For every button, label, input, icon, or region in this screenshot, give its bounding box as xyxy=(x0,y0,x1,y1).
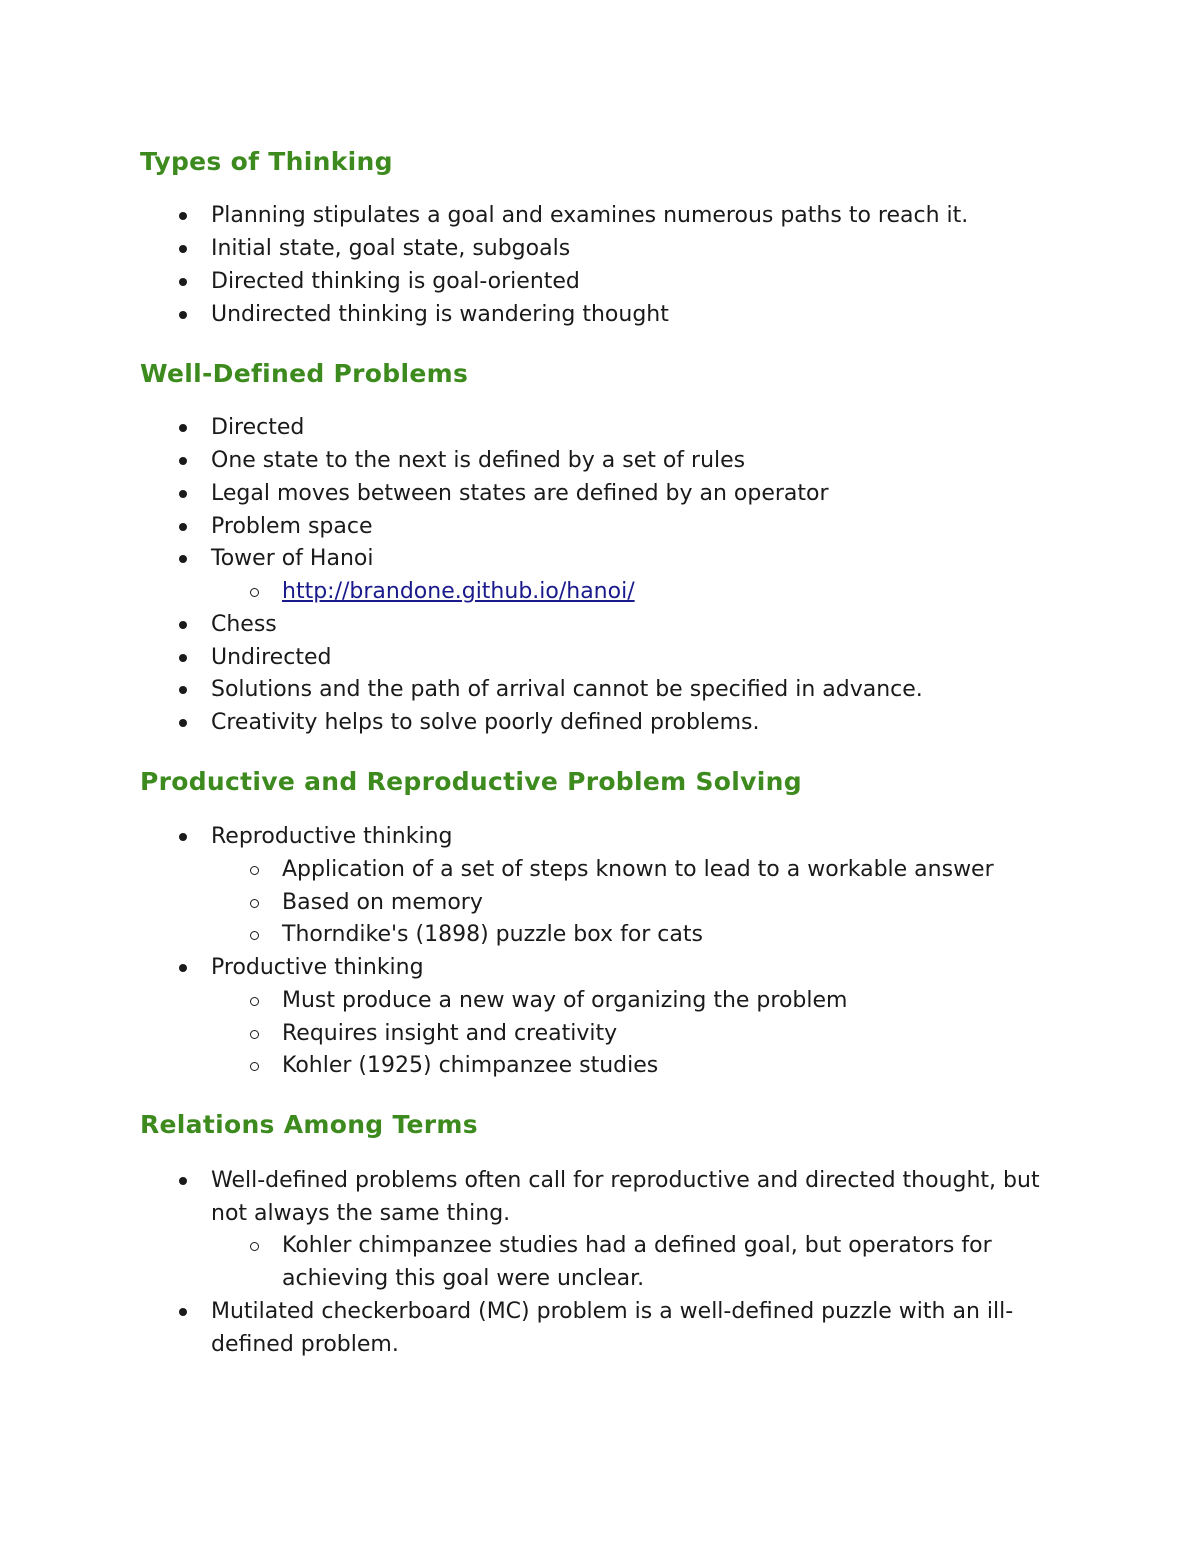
bullet-icon xyxy=(179,964,187,972)
list-item: Mutilated checkerboard (MC) problem is a well-defined puzzle with an ill- xyxy=(211,1299,1014,1324)
bullet-icon xyxy=(179,1308,187,1316)
list-item: Creativity helps to solve poorly defined problems. xyxy=(211,710,760,735)
bullet-icon xyxy=(179,245,187,253)
list-item: Reproductive thinking xyxy=(211,824,453,849)
list-item: Solutions and the path of arrival cannot be specified in advance. xyxy=(211,677,923,702)
list-item: Productive thinking xyxy=(211,955,424,980)
bullet-icon xyxy=(179,719,187,727)
list-item: Thorndike's (1898) puzzle box for cats xyxy=(282,922,703,947)
list-item-continuation: defined problem. xyxy=(211,1332,399,1357)
bullet-icon xyxy=(179,833,187,841)
list-item: Kohler chimpanzee studies had a defined goal, but operators for xyxy=(282,1233,992,1258)
list-item-continuation: achieving this goal were unclear. xyxy=(282,1266,645,1291)
list-item: Tower of Hanoi xyxy=(211,546,374,571)
list-item: Chess xyxy=(211,612,277,637)
sub-bullet-icon xyxy=(250,1242,259,1251)
list-item: Application of a set of steps known to lead to a workable answer xyxy=(282,857,994,882)
sub-bullet-icon xyxy=(250,866,259,875)
list-item: Initial state, goal state, subgoals xyxy=(211,236,571,261)
bullet-icon xyxy=(179,278,187,286)
section-heading-productive-reproductive: Productive and Reproductive Problem Solving xyxy=(140,767,802,796)
list-item: Undirected xyxy=(211,645,332,670)
list-item: Undirected thinking is wandering thought xyxy=(211,302,669,327)
section-heading-relations-among-terms: Relations Among Terms xyxy=(140,1110,478,1139)
bullet-icon xyxy=(179,457,187,465)
bullet-icon xyxy=(179,555,187,563)
bullet-icon xyxy=(179,1177,187,1185)
list-item: Well-defined problems often call for reproductive and directed thought, but xyxy=(211,1168,1040,1193)
list-item: Must produce a new way of organizing the problem xyxy=(282,988,848,1013)
sub-bullet-icon xyxy=(250,931,259,940)
sub-bullet-icon xyxy=(250,1062,259,1071)
hanoi-link[interactable]: http://brandone.github.io/hanoi/ xyxy=(282,579,635,604)
sub-bullet-icon xyxy=(250,899,259,908)
list-item: Legal moves between states are defined by an operator xyxy=(211,481,829,506)
bullet-icon xyxy=(179,311,187,319)
list-item: Planning stipulates a goal and examines numerous paths to reach it. xyxy=(211,203,969,228)
sub-bullet-icon xyxy=(250,588,259,597)
list-item: Kohler (1925) chimpanzee studies xyxy=(282,1053,659,1078)
list-item-continuation: not always the same thing. xyxy=(211,1201,511,1226)
list-item: One state to the next is defined by a set of rules xyxy=(211,448,746,473)
list-item: Based on memory xyxy=(282,890,483,915)
list-item: Requires insight and creativity xyxy=(282,1021,618,1046)
section-heading-well-defined-problems: Well-Defined Problems xyxy=(140,359,469,388)
bullet-icon xyxy=(179,686,187,694)
list-item: Directed xyxy=(211,415,305,440)
bullet-icon xyxy=(179,523,187,531)
sub-bullet-icon xyxy=(250,1030,259,1039)
bullet-icon xyxy=(179,621,187,629)
bullet-icon xyxy=(179,212,187,220)
bullet-icon xyxy=(179,490,187,498)
bullet-icon xyxy=(179,424,187,432)
list-item: Directed thinking is goal-oriented xyxy=(211,269,580,294)
section-heading-types-of-thinking: Types of Thinking xyxy=(140,147,393,176)
list-item: Problem space xyxy=(211,514,373,539)
sub-bullet-icon xyxy=(250,997,259,1006)
bullet-icon xyxy=(179,654,187,662)
